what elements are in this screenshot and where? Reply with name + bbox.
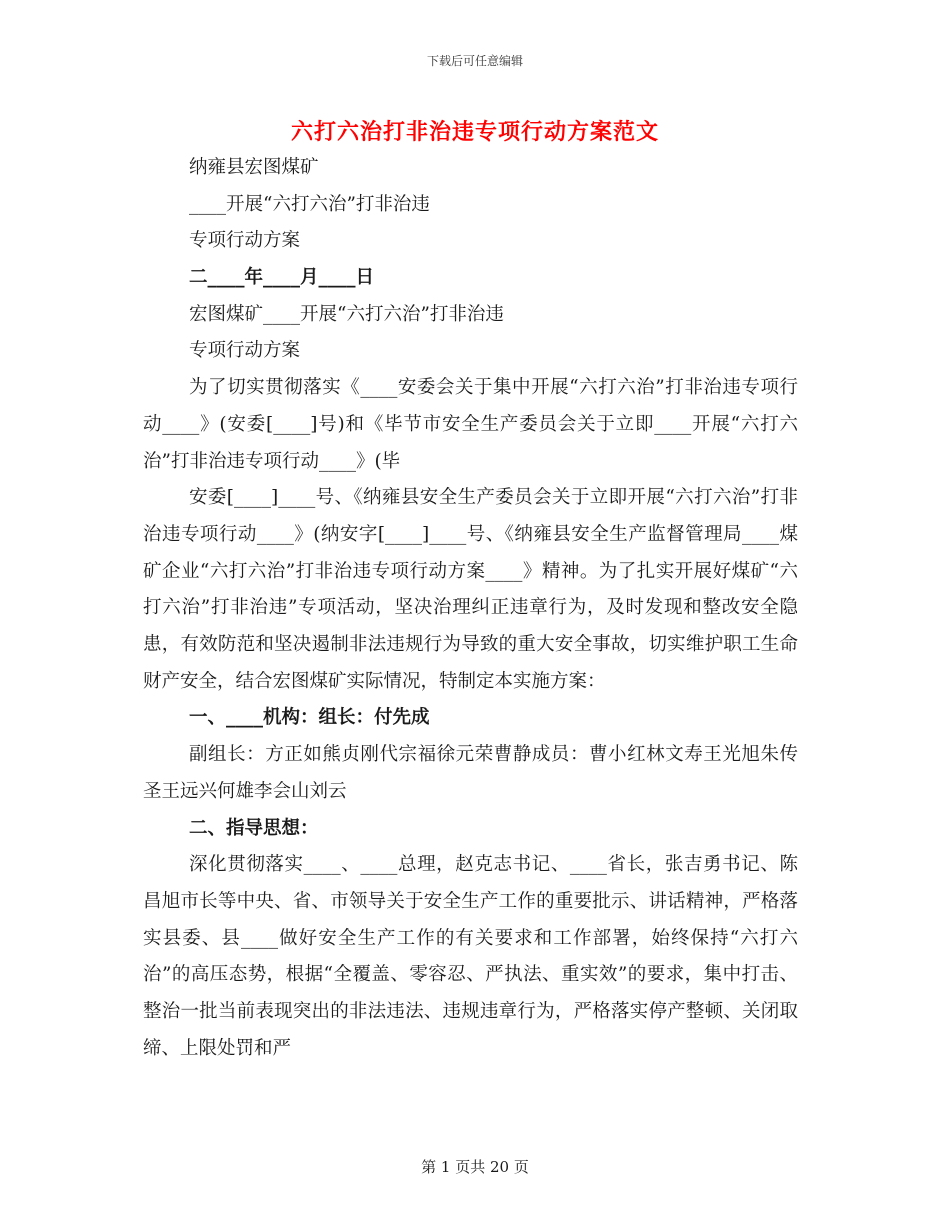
page-footer-number: 第 1 页共 20 页 [421,1158,529,1176]
members-paragraph: 副组长：方正如熊贞刚代宗福徐元荣曹静成员：曹小红林文寿王光旭朱传圣王远兴何雄李会山刘云 [143,744,798,802]
date-line: 二____年____月____日 [189,267,375,289]
plan-heading-line-2: 专项行动方案 [189,340,301,362]
org-name-line: 纳雍县宏图煤矿 [189,157,319,178]
guidance-paragraph: 深化贯彻落实____、____总理，赵克志书记、____省长，张吉勇书记、陈昌旭市长等中央、省、市领导关于安全生产工作的重要批示、讲话精神，严格落实县委、县____做好安全生产工作的有关要求和工作部署，始终保持“六打六治”的高压态势，根据“全覆盖、零容忍、严执法、重实效”的要求，集中打击、整治一批当前表现突出的非法违法、违规违章行为，严格落实停产整顿、关闭取缔、上限处罚和严 [143,854,798,1059]
document-title: 六打六治打非治违专项行动方案范文 [290,119,659,145]
page-header-note: 下载后可任意编辑 [426,54,523,68]
intro-paragraph-2: 安委[____]____号、《纳雍县安全生产委员会关于立即开展“六打六治”打非治违专项行动____》(纳安字[____]____号、《纳雍县安全生产监督管理局____煤矿企业“六打六治”打非治违专项行动方案____》精神。为了扎实开展好煤矿“六打六治”打非治违”专项活动，坚决治理纠正违章行为，及时发现和整改安全隐患，有效防范和坚决遏制非法违规行为导致的重大安全事故，切实维护职工生命财产安全，结合宏图煤矿实际情况，特制定本实施方案： [143,487,798,692]
section-heading-guidance: 二、指导思想： [189,817,319,839]
plan-subtitle-line-2: 专项行动方案 [189,230,301,252]
document-body [143,150,798,1067]
plan-heading-line: 宏图煤矿____开展“六打六治”打非治违 [189,303,504,325]
plan-subtitle-line: ____开展“六打六治”打非治违 [189,193,430,215]
section-heading-organization: 一、____机构：组长：付先成 [189,707,430,729]
intro-paragraph-1: 为了切实贯彻落实《____安委会关于集中开展“六打六治”打非治违专项行动____》(安委[____]号)和《毕节市安全生产委员会关于立即____开展“六打六治”打非治违专项行动____》(毕 [143,377,798,472]
